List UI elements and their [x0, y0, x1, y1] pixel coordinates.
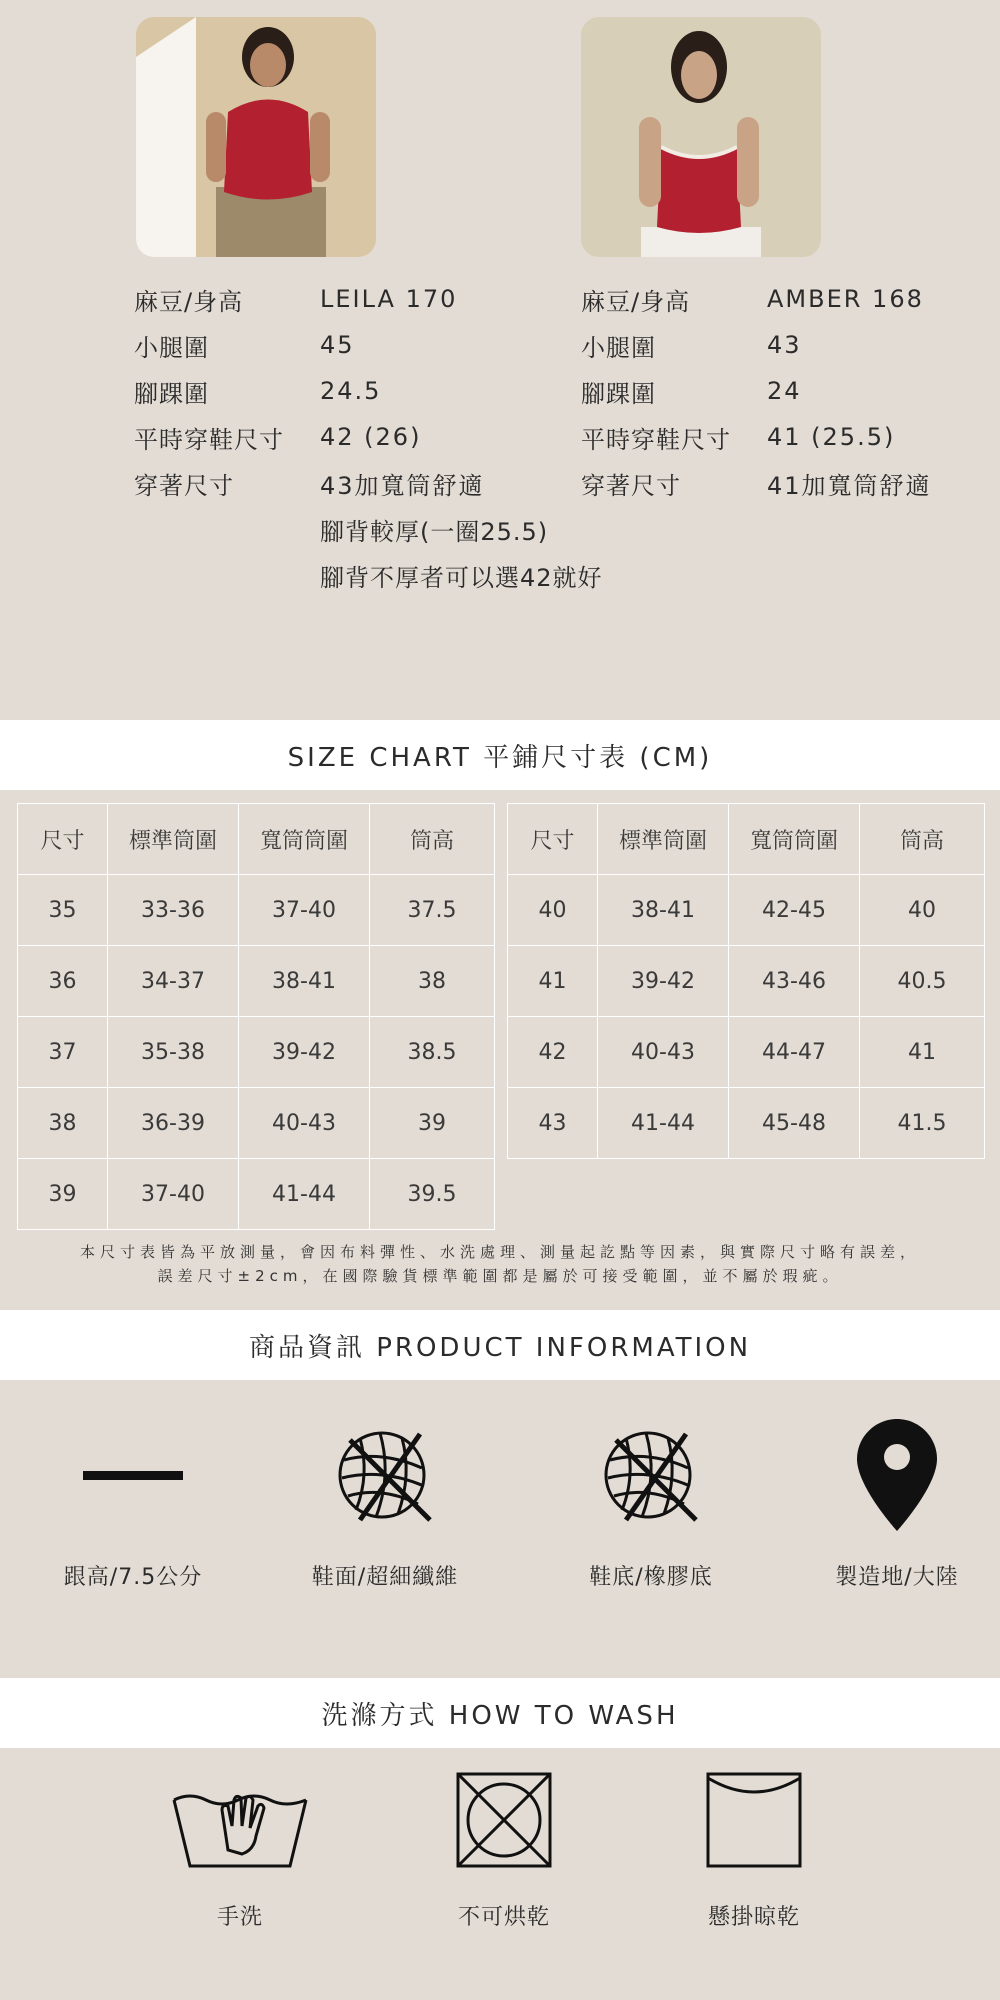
- spec-key: 平時穿鞋尺寸: [581, 425, 731, 454]
- table-cell: 38-41: [239, 946, 370, 1017]
- table-header-row: [18, 804, 495, 875]
- table-cell: 40-43: [598, 1017, 729, 1088]
- model-photo-amber: [581, 17, 821, 257]
- size-chart-title: SIZE CHART 平鋪尺寸表 (CM): [0, 720, 1000, 790]
- column-header: 筒高: [370, 804, 495, 875]
- wash-item-nodry: [404, 1765, 604, 1945]
- table-cell: 40-43: [239, 1088, 370, 1159]
- table-cell: 39-42: [239, 1017, 370, 1088]
- table-cell: 41: [508, 946, 598, 1017]
- column-header: 尺寸: [508, 804, 598, 875]
- wash-label: 懸掛晾乾: [707, 1905, 800, 1930]
- table-row: [508, 1017, 985, 1088]
- spec-value: LEILA 170: [320, 285, 458, 313]
- table-header-row: [508, 804, 985, 875]
- info-label: 製造地/大陸: [835, 1565, 959, 1590]
- table-cell: 44-47: [729, 1017, 860, 1088]
- wash-label: 手洗: [216, 1905, 263, 1930]
- table-cell: 37.5: [370, 875, 495, 946]
- info-label: 鞋面/超細纖維: [311, 1565, 459, 1590]
- table-cell: 40.5: [860, 946, 985, 1017]
- table-cell: 33-36: [108, 875, 239, 946]
- column-header: 寬筒筒圍: [729, 804, 860, 875]
- spec-row: [134, 368, 603, 414]
- spec-row: [581, 322, 932, 368]
- spec-key: 穿著尺寸: [134, 471, 234, 500]
- spec-value: 42 (26): [320, 423, 422, 451]
- spec-row: [581, 414, 932, 460]
- spec-row: [134, 322, 603, 368]
- table-cell: 39-42: [598, 946, 729, 1017]
- spec-row: [581, 368, 932, 414]
- table-cell: 38: [370, 946, 495, 1017]
- spec-value: AMBER 168: [767, 285, 924, 313]
- table-row: [18, 946, 495, 1017]
- table-row: [18, 1159, 495, 1230]
- table-cell: 39: [18, 1159, 108, 1230]
- spec-key: 麻豆/身高: [581, 287, 691, 316]
- table-cell: 43: [508, 1088, 598, 1159]
- spec-key: 小腿圍: [581, 333, 656, 362]
- size-disclaimer: [20, 1240, 980, 1288]
- table-cell: 41-44: [598, 1088, 729, 1159]
- spec-value: 24.5: [320, 377, 382, 405]
- table-cell: 41-44: [239, 1159, 370, 1230]
- disclaimer-line: 本尺寸表皆為平放測量，會因布料彈性、水洗處理、測量起訖點等因素，與實際尺寸略有誤差，: [79, 1243, 920, 1261]
- table-row: [508, 946, 985, 1017]
- spec-key: 小腿圍: [134, 333, 209, 362]
- info-item-sole: [531, 1400, 771, 1600]
- spec-row: [134, 460, 603, 506]
- column-header: 尺寸: [18, 804, 108, 875]
- table-cell: 34-37: [108, 946, 239, 1017]
- table-row: [18, 1017, 495, 1088]
- table-cell: 38.5: [370, 1017, 495, 1088]
- table-cell: 37-40: [239, 875, 370, 946]
- wash-title: 洗滌方式 HOW TO WASH: [0, 1678, 1000, 1748]
- column-header: 標準筒圍: [598, 804, 729, 875]
- table-cell: 37: [18, 1017, 108, 1088]
- table-cell: 36: [18, 946, 108, 1017]
- info-item-upper: [265, 1400, 505, 1600]
- model-spec-leila: [134, 276, 603, 598]
- column-header: 標準筒圍: [108, 804, 239, 875]
- table-cell: 37-40: [108, 1159, 239, 1230]
- info-label: 鞋底/橡膠底: [589, 1565, 713, 1590]
- hand-wash-icon: [140, 1765, 340, 1875]
- table-cell: 39.5: [370, 1159, 495, 1230]
- spec-value: 43加寬筒舒適: [320, 471, 485, 500]
- table-cell: 42: [508, 1017, 598, 1088]
- info-label: 跟高/7.5公分: [63, 1565, 203, 1590]
- wash-label: 不可烘乾: [457, 1905, 550, 1930]
- table-cell: 41.5: [860, 1088, 985, 1159]
- table-cell: 41: [860, 1017, 985, 1088]
- line-icon: [13, 1400, 253, 1550]
- table-cell: 40: [860, 875, 985, 946]
- product-info-title: 商品資訊 PRODUCT INFORMATION: [0, 1310, 1000, 1380]
- table-cell: 38-41: [598, 875, 729, 946]
- table-cell: 38: [18, 1088, 108, 1159]
- spec-row: [134, 276, 603, 322]
- table-cell: 43-46: [729, 946, 860, 1017]
- info-item-heel: [13, 1400, 253, 1600]
- wash-item-hang: [654, 1765, 854, 1945]
- spec-value: 41加寬筒舒適: [767, 471, 932, 500]
- table-cell: 40: [508, 875, 598, 946]
- spec-row: [581, 460, 932, 506]
- spec-row: [581, 276, 932, 322]
- spec-key: 腳踝圍: [581, 379, 656, 408]
- spec-key: 腳踝圍: [134, 379, 209, 408]
- spec-key: 麻豆/身高: [134, 287, 244, 316]
- spec-note: 腳背較厚(一圈25.5): [320, 517, 549, 546]
- line-dry-icon: [654, 1765, 854, 1875]
- table-cell: 39: [370, 1088, 495, 1159]
- spec-value: 43: [767, 331, 802, 359]
- yarn-ball-icon: [531, 1400, 771, 1550]
- table-cell: 45-48: [729, 1088, 860, 1159]
- table-cell: 42-45: [729, 875, 860, 946]
- disclaimer-line: 誤差尺寸±2cm，在國際驗貨標準範圍都是屬於可接受範圍，並不屬於瑕疵。: [157, 1267, 843, 1285]
- yarn-ball-icon: [265, 1400, 505, 1550]
- spec-key: 平時穿鞋尺寸: [134, 425, 284, 454]
- size-table-left: [17, 803, 495, 1230]
- column-header: 筒高: [860, 804, 985, 875]
- spec-value: 41 (25.5): [767, 423, 896, 451]
- table-row: [508, 1088, 985, 1159]
- wash-item-hand: [140, 1765, 340, 1945]
- size-table-right: [507, 803, 985, 1159]
- table-cell: 35-38: [108, 1017, 239, 1088]
- spec-note: 腳背不厚者可以選42就好: [320, 563, 603, 592]
- spec-value: 24: [767, 377, 802, 405]
- model-photo-leila: [136, 17, 376, 257]
- table-cell: 36-39: [108, 1088, 239, 1159]
- table-row: [18, 875, 495, 946]
- model-spec-amber: [581, 276, 932, 506]
- spec-row: [134, 414, 603, 460]
- column-header: 寬筒筒圍: [239, 804, 370, 875]
- spec-key: 穿著尺寸: [581, 471, 681, 500]
- info-item-origin: [777, 1400, 1000, 1600]
- table-row: [18, 1088, 495, 1159]
- no-tumble-dry-icon: [404, 1765, 604, 1875]
- location-pin-icon: [777, 1400, 1000, 1550]
- table-row: [508, 875, 985, 946]
- table-cell: 35: [18, 875, 108, 946]
- spec-value: 45: [320, 331, 355, 359]
